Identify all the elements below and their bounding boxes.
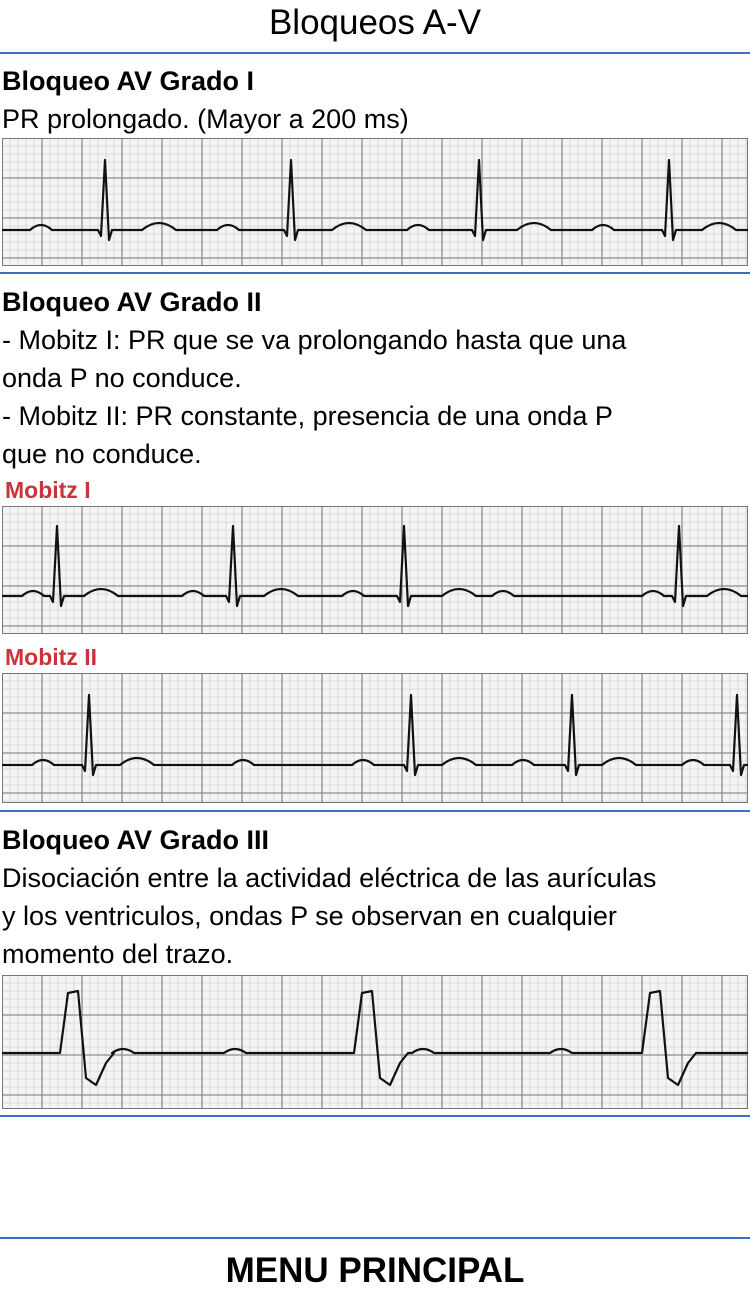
ecg-strip-mobitz-1	[2, 506, 748, 634]
section-text-line-3: - Mobitz II: PR constante, presencia de una onda P	[2, 401, 613, 431]
section-text-grado-3-line-1: Disociación entre la actividad eléctrica de las aurículas	[2, 863, 657, 893]
ecg-strip-grado-1	[2, 138, 748, 266]
footer-divider	[0, 1237, 750, 1239]
section-text-grado-3-line-3: momento del trazo.	[2, 939, 234, 969]
header-divider	[0, 52, 750, 54]
menu-principal-button[interactable]: MENU PRINCIPAL	[225, 1251, 525, 1290]
section-text-line-2: onda P no conduce.	[2, 363, 242, 393]
section-title-grado-1: Bloqueo AV Grado I	[2, 66, 255, 96]
page-title: Bloqueos A-V	[268, 3, 482, 42]
section-text-line-4: que no conduce.	[2, 439, 202, 469]
section-text-line-1: - Mobitz I: PR que se va prolongando hasta que una	[2, 325, 627, 355]
ecg-strip-grado-3	[2, 975, 748, 1109]
mobitz-1-label: Mobitz I	[5, 477, 91, 503]
section-title-grado-2: Bloqueo AV Grado II	[2, 287, 262, 317]
ecg-strip-mobitz-2	[2, 673, 748, 803]
section-divider-3	[0, 1115, 750, 1117]
section-text-grado-1: PR prolongado. (Mayor a 200 ms)	[2, 104, 409, 134]
section-title-grado-3: Bloqueo AV Grado III	[2, 825, 270, 855]
section-divider-1	[0, 272, 750, 274]
section-divider-2	[0, 810, 750, 812]
mobitz-2-label: Mobitz II	[5, 644, 97, 670]
section-text-grado-3-line-2: y los ventriculos, ondas P se observan en cualquier	[2, 901, 617, 931]
